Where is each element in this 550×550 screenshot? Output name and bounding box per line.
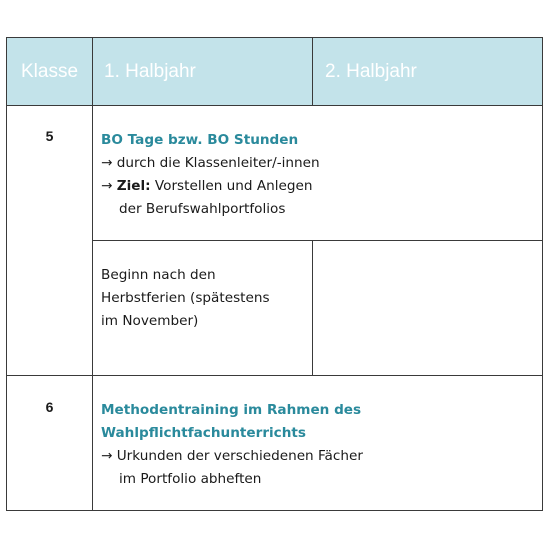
row5-bullet-2 bbox=[101, 175, 320, 198]
row5-sub-line-1: Beginn nach den bbox=[101, 267, 216, 283]
border-right bbox=[542, 37, 543, 511]
row6-title-line-2: Wahlpflichtfachunterrichts bbox=[101, 425, 307, 441]
border-row5-mid bbox=[312, 240, 313, 376]
border-left bbox=[6, 37, 7, 511]
klasse-5: 5 bbox=[45, 128, 54, 144]
border-header-bottom bbox=[6, 105, 543, 106]
header-klasse bbox=[7, 38, 92, 105]
header-halbjahr-1 bbox=[92, 38, 313, 105]
border-top bbox=[6, 37, 543, 38]
border-klasse-col bbox=[92, 37, 93, 511]
row5-sub-line-3: im November) bbox=[101, 313, 199, 329]
row5-content bbox=[101, 129, 320, 221]
row5-bullet-2-continuation: der Berufswahlportfolios bbox=[119, 201, 286, 217]
row5-sub-line-2: Herbstferien (spätestens bbox=[101, 290, 270, 306]
border-row5-bottom bbox=[6, 375, 543, 376]
border-row5-inner bbox=[92, 240, 543, 241]
arrow-icon: → bbox=[101, 448, 113, 464]
border-header-mid bbox=[312, 37, 313, 106]
row5-sub-h1 bbox=[101, 264, 270, 333]
row6-bullet-1-text: Urkunden der verschiedenen Fächer bbox=[116, 448, 363, 464]
header-klasse-label: Klasse bbox=[20, 60, 79, 82]
row5-bullet-1 bbox=[101, 152, 320, 175]
arrow-icon: → bbox=[101, 178, 113, 194]
arrow-icon: → bbox=[101, 155, 113, 171]
row6-content bbox=[101, 399, 363, 491]
header-halbjahr-2 bbox=[313, 38, 542, 105]
border-bottom bbox=[6, 510, 543, 511]
row6-title-line-1: Methodentraining im Rahmen des bbox=[101, 402, 362, 418]
row5-bullet-2-text: Vorstellen und Anlegen bbox=[154, 178, 313, 194]
row5-bullet-2-label: Ziel: bbox=[116, 178, 151, 194]
row5-title: BO Tage bzw. BO Stunden bbox=[101, 132, 299, 148]
header-halbjahr-1-label: 1. Halbjahr bbox=[104, 60, 196, 82]
header-halbjahr-2-label: 2. Halbjahr bbox=[325, 60, 417, 82]
row6-bullet-1 bbox=[101, 445, 363, 468]
row5-bullet-1-text: durch die Klassenleiter/-innen bbox=[116, 155, 320, 171]
row6-bullet-1-continuation: im Portfolio abheften bbox=[119, 471, 262, 487]
klasse-6: 6 bbox=[45, 399, 54, 415]
